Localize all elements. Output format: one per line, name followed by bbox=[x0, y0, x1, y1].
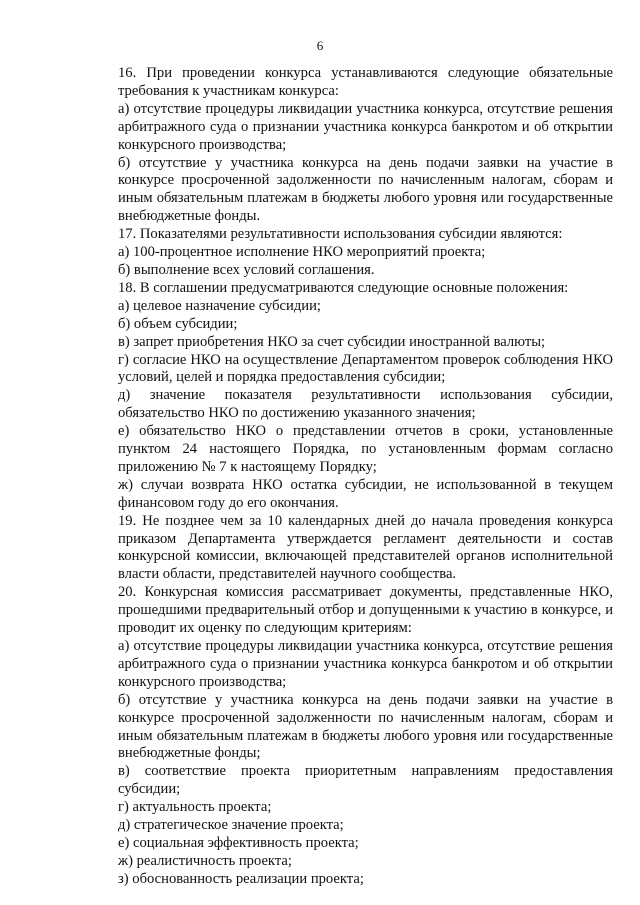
list-item-17b: б) выполнение всех условий соглашения. bbox=[118, 261, 375, 278]
list-item-20z: з) обоснованность реализации проекта; bbox=[118, 870, 364, 887]
list-item-18b: б) объем субсидии; bbox=[118, 315, 238, 332]
page-number: 6 bbox=[316, 38, 324, 53]
list-item-18v: в) запрет приобретения НКО за счет субсидии иностранной валюты; bbox=[118, 333, 546, 350]
list-item-16a: а) отсутствие процедуры ликвидации участника конкурса, отсутствие решения арбитражного суда о признании участника конкурса банкротом и об открытии конкурсного производства; bbox=[118, 100, 613, 153]
list-item-16b: б) отсутствие у участника конкурса на день подачи заявки на участие в конкурсе просроченной задолженности по начисленным налогам, сборам и иным обязательным платежам в бюджеты любого уровня или государственные внебюджетные фонды. bbox=[118, 154, 613, 225]
paragraph-18: 18. В соглашении предусматриваются следующие основные положения: bbox=[118, 279, 569, 296]
list-item-18g: г) согласие НКО на осуществление Департаментом проверок соблюдения НКО условий, целей и порядка предоставления субсидии; bbox=[118, 351, 613, 386]
list-item-17a: а) 100-процентное исполнение НКО мероприятий проекта; bbox=[118, 244, 486, 261]
list-item-20g: г) актуальность проекта; bbox=[118, 799, 272, 816]
list-item-18a: а) целевое назначение субсидии; bbox=[118, 297, 321, 314]
paragraph-20: 20. Конкурсная комиссия рассматривает документы, представленные НКО, прошедшими предварительный отбор и допущенными к участию в конкурсе, и проводит их оценку по следующим критериям: bbox=[118, 584, 613, 637]
list-item-20b: б) отсутствие у участника конкурса на день подачи заявки на участие в конкурсе просроченной задолженности по начисленным налогам, сборам и иным обязательным платежам в бюджеты любого уровня или государственные внебюджетные фонды; bbox=[118, 691, 613, 762]
list-item-20d: д) стратегическое значение проекта; bbox=[118, 817, 344, 834]
list-item-18d: д) значение показателя результативности использования субсидии, обязательство НКО по достижению указанного значения; bbox=[118, 387, 613, 422]
list-item-20v: в) соответствие проекта приоритетным направлениям предоставления субсидии; bbox=[118, 763, 613, 798]
paragraph-16: 16. При проведении конкурса устанавливаются следующие обязательные требования к участникам конкурса: bbox=[118, 65, 613, 99]
list-item-20zh: ж) реалистичность проекта; bbox=[118, 852, 292, 869]
document-body bbox=[118, 65, 613, 889]
list-item-20a: а) отсутствие процедуры ликвидации участника конкурса, отсутствие решения арбитражного суда о признании участника конкурса банкротом и об открытии конкурсного производства; bbox=[118, 638, 613, 690]
list-item-20e: е) социальная эффективность проекта; bbox=[118, 834, 359, 851]
list-item-18zh: ж) случаи возврата НКО остатка субсидии, не использованной в текущем финансовом году до его окончания. bbox=[118, 476, 613, 511]
paragraph-19: 19. Не позднее чем за 10 календарных дней до начала проведения конкурса приказом Департамента утверждается регламент деятельности и состав конкурсной комиссии, включающей представителей органов исполнительной власти области, представителей научного сообщества. bbox=[118, 512, 613, 583]
list-item-18e: е) обязательство НКО о представлении отчетов в сроки, установленные пунктом 24 настоящего Порядка, по установленным формам согласно приложению № 7 к настоящему Порядку; bbox=[118, 423, 613, 475]
paragraph-17: 17. Показателями результативности использования субсидии являются: bbox=[118, 226, 563, 243]
